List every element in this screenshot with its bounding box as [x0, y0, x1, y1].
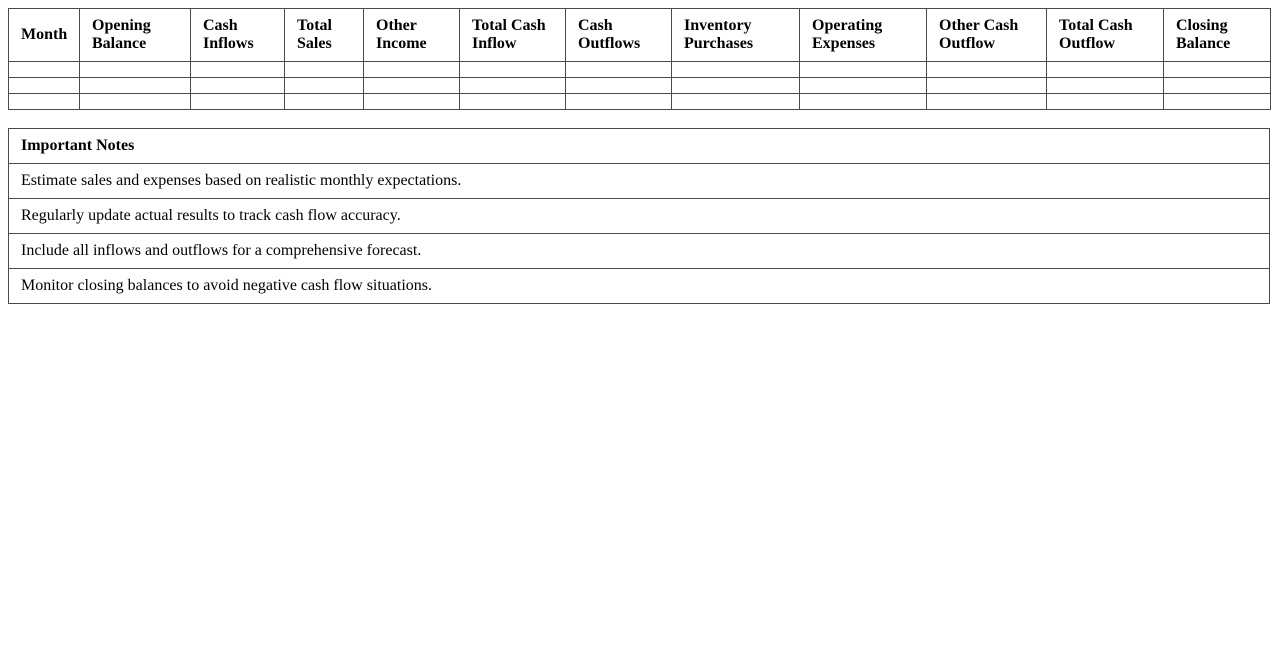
- table-cell[interactable]: [9, 94, 80, 110]
- table-cell[interactable]: [1047, 62, 1164, 78]
- table-cell[interactable]: [364, 94, 460, 110]
- note-row: [9, 199, 1270, 234]
- table-row: [9, 78, 1271, 94]
- table-cell[interactable]: [80, 62, 191, 78]
- header-operating-expenses: Operating Expenses: [800, 9, 927, 62]
- table-cell[interactable]: [566, 62, 672, 78]
- table-cell[interactable]: [80, 78, 191, 94]
- table-cell[interactable]: [927, 78, 1047, 94]
- table-cell[interactable]: [566, 78, 672, 94]
- table-cell[interactable]: [927, 62, 1047, 78]
- header-cash-inflows: Cash Inflows: [191, 9, 285, 62]
- table-cell[interactable]: [1164, 62, 1271, 78]
- note-item: Estimate sales and expenses based on realistic monthly expectations.: [9, 164, 1270, 199]
- table-row: [9, 94, 1271, 110]
- header-total-cash-inflow: Total Cash Inflow: [460, 9, 566, 62]
- table-cell[interactable]: [9, 62, 80, 78]
- header-total-sales: Total Sales: [285, 9, 364, 62]
- table-cell[interactable]: [927, 94, 1047, 110]
- note-row: [9, 234, 1270, 269]
- table-cell[interactable]: [460, 78, 566, 94]
- note-item: Include all inflows and outflows for a comprehensive forecast.: [9, 234, 1270, 269]
- table-cell[interactable]: [285, 94, 364, 110]
- table-cell[interactable]: [460, 62, 566, 78]
- note-row: [9, 269, 1270, 304]
- table-cell[interactable]: [80, 94, 191, 110]
- table-cell[interactable]: [672, 94, 800, 110]
- table-row: [9, 62, 1271, 78]
- table-cell[interactable]: [672, 78, 800, 94]
- table-cell[interactable]: [1164, 94, 1271, 110]
- table-cell[interactable]: [285, 78, 364, 94]
- table-cell[interactable]: [364, 62, 460, 78]
- table-cell[interactable]: [1047, 78, 1164, 94]
- table-cell[interactable]: [566, 94, 672, 110]
- table-cell[interactable]: [672, 62, 800, 78]
- table-cell[interactable]: [800, 78, 927, 94]
- cash-flow-forecast-table: [8, 8, 1271, 110]
- notes-title-row: [9, 129, 1270, 164]
- header-other-cash-outflow: Other Cash Outflow: [927, 9, 1047, 62]
- header-total-cash-outflow: Total Cash Outflow: [1047, 9, 1164, 62]
- table-cell[interactable]: [9, 78, 80, 94]
- table-cell[interactable]: [191, 94, 285, 110]
- header-closing-balance: Closing Balance: [1164, 9, 1271, 62]
- table-cell[interactable]: [191, 62, 285, 78]
- header-month: Month: [9, 9, 80, 62]
- note-row: [9, 164, 1270, 199]
- important-notes-table: [8, 128, 1270, 304]
- table-cell[interactable]: [800, 62, 927, 78]
- table-cell[interactable]: [1164, 78, 1271, 94]
- header-other-income: Other Income: [364, 9, 460, 62]
- document-page: [8, 8, 1270, 304]
- table-cell[interactable]: [800, 94, 927, 110]
- table-cell[interactable]: [460, 94, 566, 110]
- table-cell[interactable]: [364, 78, 460, 94]
- header-row: [9, 9, 1271, 62]
- header-cash-outflows: Cash Outflows: [566, 9, 672, 62]
- table-cell[interactable]: [191, 78, 285, 94]
- note-item: Monitor closing balances to avoid negative cash flow situations.: [9, 269, 1270, 304]
- header-inventory-purchases: Inventory Purchases: [672, 9, 800, 62]
- notes-title: Important Notes: [9, 129, 1270, 164]
- table-cell[interactable]: [1047, 94, 1164, 110]
- note-item: Regularly update actual results to track cash flow accuracy.: [9, 199, 1270, 234]
- header-opening-balance: Opening Balance: [80, 9, 191, 62]
- table-cell[interactable]: [285, 62, 364, 78]
